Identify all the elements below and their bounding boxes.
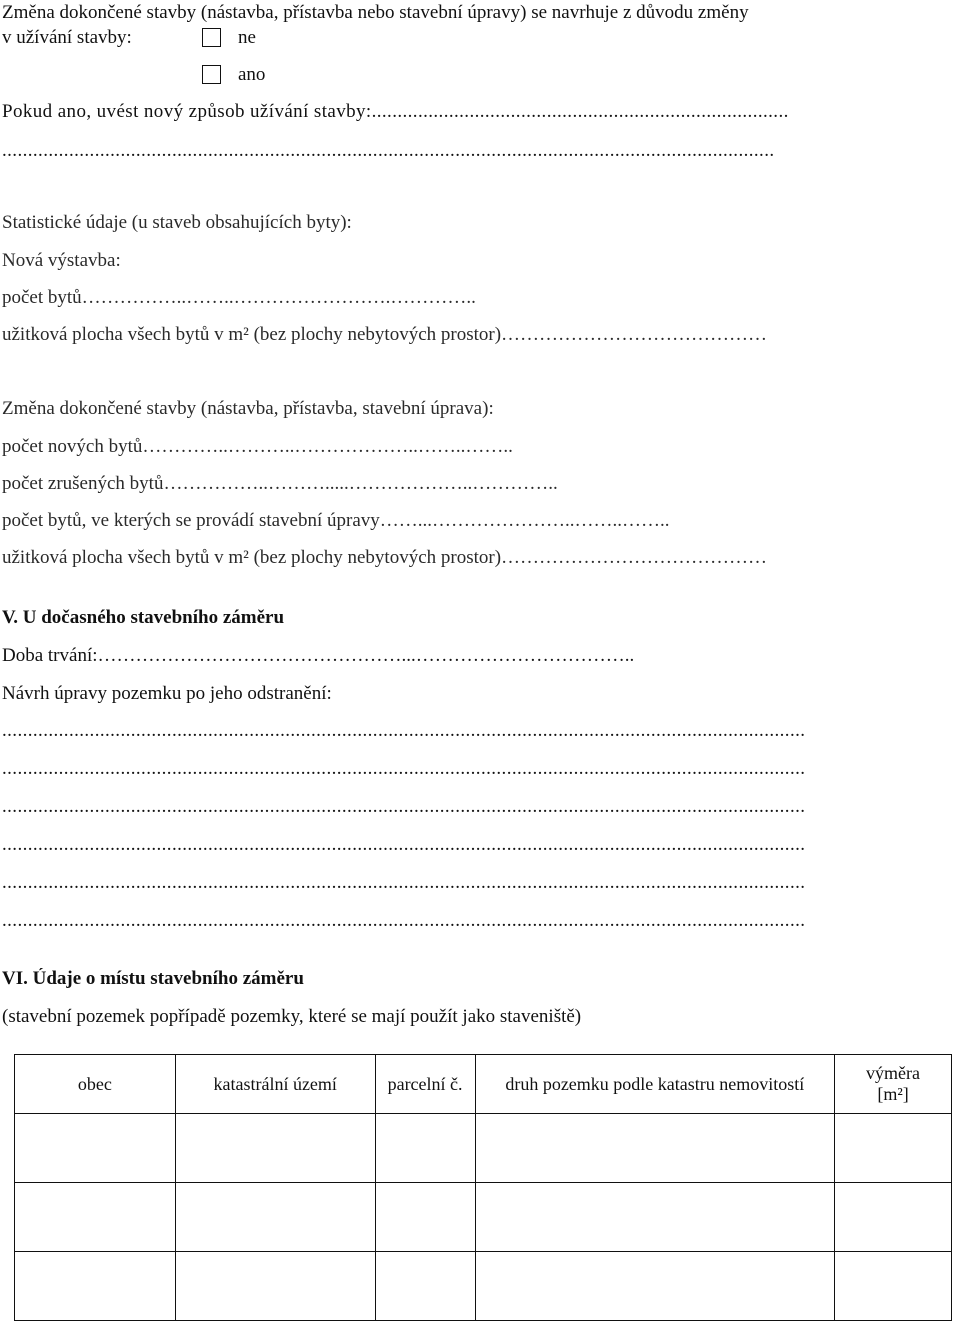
section-vi-subheading: (stavební pozemek popřípadě pozemky, které se mají použít jako staveniště): [2, 1006, 582, 1027]
cell-druh-pozemku[interactable]: [475, 1252, 835, 1321]
checkbox-yes-label: ano: [238, 64, 266, 85]
checkbox-no[interactable]: [202, 28, 221, 47]
cell-druh-pozemku[interactable]: [475, 1183, 835, 1252]
restoration-blank-line[interactable]: ............................................................................................................................................................: [2, 834, 806, 855]
new-build-heading: Nová výstavba:: [2, 250, 121, 271]
col-header-obec: obec: [15, 1055, 176, 1114]
apartments-count-field[interactable]: počet bytů……………..……..…………………….…………..: [2, 287, 476, 308]
restoration-blank-line[interactable]: ............................................................................................................................................................: [2, 720, 806, 741]
checkbox-yes[interactable]: [202, 65, 221, 84]
cell-vymera[interactable]: [835, 1114, 952, 1183]
change-use-question-line2: v užívání stavby:: [2, 27, 132, 48]
cell-katastralni-uzemi[interactable]: [175, 1114, 375, 1183]
table-row: [15, 1252, 952, 1321]
col-header-katastralni-uzemi: katastrální území: [175, 1055, 375, 1114]
table-row: [15, 1114, 952, 1183]
section-vi-heading: VI. Údaje o místu stavebního záměru: [2, 968, 304, 989]
cell-obec[interactable]: [15, 1252, 176, 1321]
restoration-blank-line[interactable]: ............................................................................................................................................................: [2, 910, 806, 931]
col-header-parcelni-cislo: parcelní č.: [375, 1055, 475, 1114]
section-v-heading: V. U dočasného stavebního záměru: [2, 607, 285, 628]
parcels-table: [14, 1054, 952, 1321]
col-header-vymera-line1: výměra: [866, 1063, 921, 1083]
duration-field[interactable]: Doba trvání:…………………………………………...……………………………..: [2, 645, 635, 666]
cell-parcelni-cislo[interactable]: [375, 1114, 475, 1183]
change-heading: Změna dokončené stavby (nástavba, přístavba, stavební úprava):: [2, 398, 494, 419]
cell-katastralni-uzemi[interactable]: [175, 1252, 375, 1321]
new-apartments-field[interactable]: počet nových bytů…………..………..………………..……..……..: [2, 436, 513, 457]
cell-druh-pozemku[interactable]: [475, 1114, 835, 1183]
restoration-blank-line[interactable]: ............................................................................................................................................................: [2, 758, 806, 779]
removed-apartments-field[interactable]: počet zrušených bytů……………..……….....………………..…………..: [2, 473, 558, 494]
restoration-blank-line[interactable]: ............................................................................................................................................................: [2, 796, 806, 817]
floor-area-change-field[interactable]: užitková plocha všech bytů v m² (bez plochy nebytových prostor)……………………………………: [2, 547, 768, 568]
cell-obec[interactable]: [15, 1114, 176, 1183]
cell-parcelni-cislo[interactable]: [375, 1183, 475, 1252]
new-use-blank-line[interactable]: ......................................................................................................................................................: [2, 140, 775, 161]
cell-katastralni-uzemi[interactable]: [175, 1183, 375, 1252]
new-use-prompt: Pokud ano, uvést nový způsob užívání stavby:.................................................................................: [2, 101, 789, 122]
floor-area-field[interactable]: užitková plocha všech bytů v m² (bez plochy nebytových prostor)……………………………………: [2, 324, 768, 345]
col-header-vymera: [835, 1055, 952, 1114]
col-header-vymera-line2: [m²]: [877, 1084, 909, 1104]
checkbox-no-label: ne: [238, 27, 256, 48]
modified-apartments-field[interactable]: počet bytů, ve kterých se provádí stavební úpravy……...…………………..……..……..: [2, 510, 670, 531]
change-use-question-line1: Změna dokončené stavby (nástavba, přístavba nebo stavební úpravy) se navrhuje z důvodu změny: [2, 2, 749, 23]
restoration-blank-line[interactable]: ............................................................................................................................................................: [2, 872, 806, 893]
restoration-prompt: Návrh úpravy pozemku po jeho odstranění:: [2, 683, 332, 704]
statistics-heading: Statistické údaje (u staveb obsahujících byty):: [2, 212, 352, 233]
cell-obec[interactable]: [15, 1183, 176, 1252]
col-header-druh-pozemku: druh pozemku podle katastru nemovitostí: [475, 1055, 835, 1114]
cell-parcelni-cislo[interactable]: [375, 1252, 475, 1321]
table-row: [15, 1183, 952, 1252]
cell-vymera[interactable]: [835, 1252, 952, 1321]
cell-vymera[interactable]: [835, 1183, 952, 1252]
